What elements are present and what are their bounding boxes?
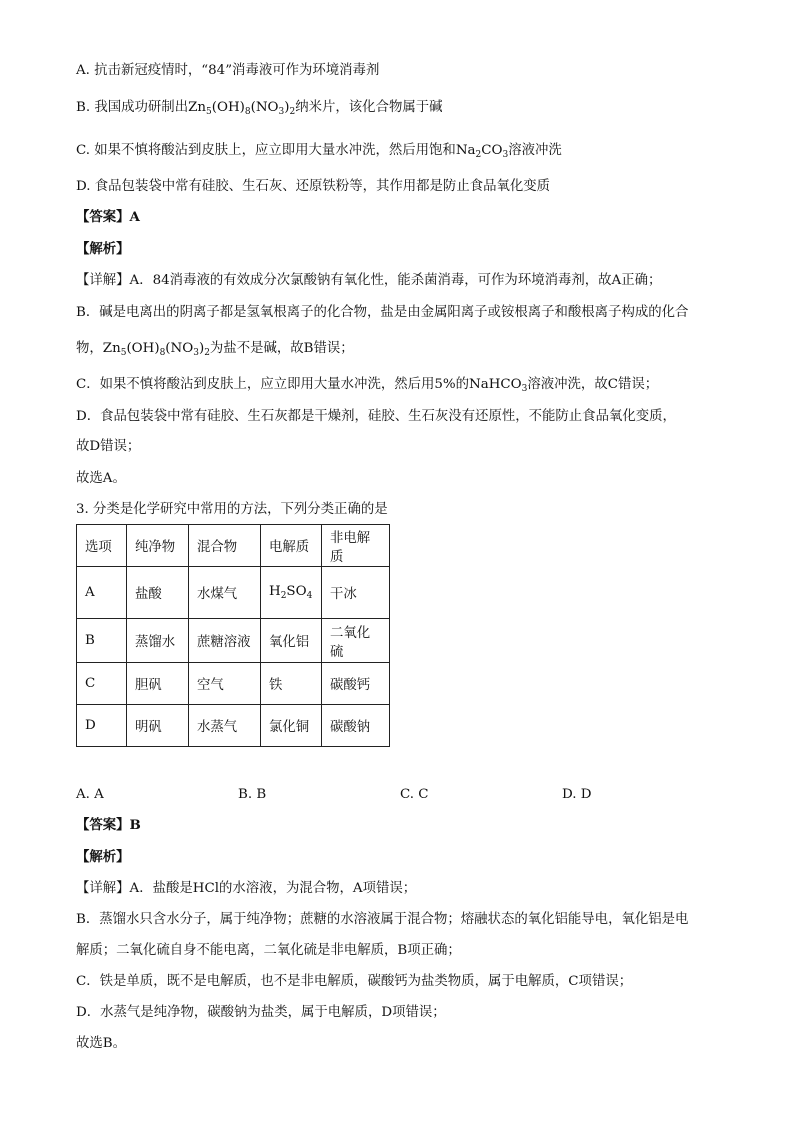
- table-cell: 空气: [189, 663, 261, 705]
- table-cell: 碳酸钠: [322, 705, 390, 747]
- table-cell: 氧化铝: [261, 619, 322, 663]
- explain-q2-line4-end: 溶液冲洗，故C错误；: [527, 377, 659, 392]
- table-cell: 水煤气: [189, 567, 261, 619]
- table-row: [77, 567, 390, 619]
- table-row: [77, 663, 390, 705]
- explain-q3-line3: 解质；二氧化硫自身不能电离，二氧化硫是非电解质，B项正确；: [76, 943, 461, 958]
- option-d-q2: D. 食品包装袋中常有硅胶、生石灰、还原铁粉等，其作用都是防止食品氧化变质: [76, 179, 551, 194]
- option-b-text-end: 纳米片，该化合物属于碱: [295, 100, 443, 115]
- table-cell: 蔗糖溶液: [189, 619, 261, 663]
- explain-q3-line1: 【详解】A．盐酸是HCl的水溶液，为混合物，A项错误；: [76, 881, 417, 896]
- answer-q2: 【答案】A: [76, 209, 140, 225]
- table-header-row: [77, 525, 390, 567]
- option-b-text-start: B. 我国成功研制出: [76, 100, 189, 115]
- explain-q2-line1: 【详解】A．84消毒液的有效成分次氯酸钠有氧化性，能杀菌消毒，可作为环境消毒剂，故A正确；: [76, 273, 662, 288]
- choice-c-q3: C. C: [400, 787, 429, 802]
- explain-q2-line5: D．食品包装袋中常有硅胶、生石灰都是干燥剂，硅胶、生石灰没有还原性，不能防止食品氧化变质，: [76, 409, 676, 424]
- option-b-q2: [76, 99, 443, 121]
- option-c-text-end: 溶液冲洗: [508, 143, 562, 158]
- table-header-cell: 选项: [77, 525, 127, 567]
- table-cell: 二氧化硫: [322, 619, 390, 663]
- table-cell: 水蒸气: [189, 705, 261, 747]
- choice-a-q3: A. A: [76, 787, 104, 802]
- explain-q2-line2: B．碱是电离出的阴离子都是氢氧根离子的化合物，盐是由金属阳离子或铵根离子和酸根离子构成的化合: [76, 305, 689, 320]
- explain-q2-line3-end: 为盐不是碱，故B错误；: [209, 341, 354, 356]
- table-cell: 碳酸钙: [322, 663, 390, 705]
- table-cell: A: [77, 567, 127, 619]
- option-c-q2: [76, 142, 562, 164]
- table-header-cell: 电解质: [261, 525, 322, 567]
- option-c-text-start: C. 如果不慎将酸沾到皮肤上，应立即用大量水冲洗，然后用饱和: [76, 143, 456, 158]
- question-3-stem: 3. 分类是化学研究中常用的方法，下列分类正确的是: [76, 502, 388, 517]
- explain-q3-line5: D．水蒸气是纯净物，碳酸钠为盐类，属于电解质，D项错误；: [76, 1005, 446, 1020]
- explain-q2-line7: 故选A。: [76, 471, 126, 486]
- table-cell: D: [77, 705, 127, 747]
- table-cell: 干冰: [322, 567, 390, 619]
- table-cell: B: [77, 619, 127, 663]
- classification-table: [76, 524, 390, 747]
- choice-b-q3: B. B: [238, 787, 267, 802]
- explain-q2-line6: 故D错误；: [76, 439, 141, 454]
- table-header-cell: 非电解质: [322, 525, 390, 567]
- explain-q3-line2: B．蒸馏水只含水分子，属于纯净物；蔗糖的水溶液属于混合物；熔融状态的氧化铝能导电，氧化铝是电: [76, 912, 689, 927]
- formula-hco3-sub: 3: [521, 384, 528, 394]
- answer-q3: 【答案】B: [76, 817, 141, 833]
- formula-zn5-oh8-no3-2-explain: $Zn_5(OH)_8(NO_3)_2$: [102, 341, 210, 358]
- table-cell-h2so4: $H_2SO_4$: [261, 567, 322, 619]
- explain-q3-line4: C．铁是单质，既不是电解质，也不是非电解质，碳酸钙为盐类物质，属于电解质，C项错误；: [76, 974, 633, 989]
- table-cell: 铁: [261, 663, 322, 705]
- table-cell: 明矾: [127, 705, 189, 747]
- formula-zn5-oh8-no3-2: $Zn_5(OH)_8(NO_3)_2$: [188, 100, 296, 117]
- explain-q2-line3-start: 物，: [76, 341, 103, 356]
- table-header-cell: 混合物: [189, 525, 261, 567]
- table-header-cell: 纯净物: [127, 525, 189, 567]
- table-row: [77, 705, 390, 747]
- formula-na2co3: $Na_2CO_3$: [455, 143, 509, 160]
- explain-q2-line4: [76, 376, 658, 398]
- analysis-label-q2: 【解析】: [76, 241, 130, 257]
- explain-q2-line3: [76, 340, 354, 362]
- choice-d-q3: D. D: [562, 787, 592, 802]
- table-cell: 盐酸: [127, 567, 189, 619]
- table-row: [77, 619, 390, 663]
- explain-q2-line4-start: C．如果不慎将酸沾到皮肤上，应立即用大量水冲洗，然后用5%的NaHCO: [76, 377, 522, 392]
- table-cell: 氯化铜: [261, 705, 322, 747]
- option-a-q2: A. 抗击新冠疫情时，“84”消毒液可作为环境消毒剂: [76, 63, 380, 78]
- analysis-label-q3: 【解析】: [76, 849, 130, 865]
- table-cell: C: [77, 663, 127, 705]
- table-cell: 胆矾: [127, 663, 189, 705]
- explain-q3-line6: 故选B。: [76, 1036, 127, 1051]
- table-cell: 蒸馏水: [127, 619, 189, 663]
